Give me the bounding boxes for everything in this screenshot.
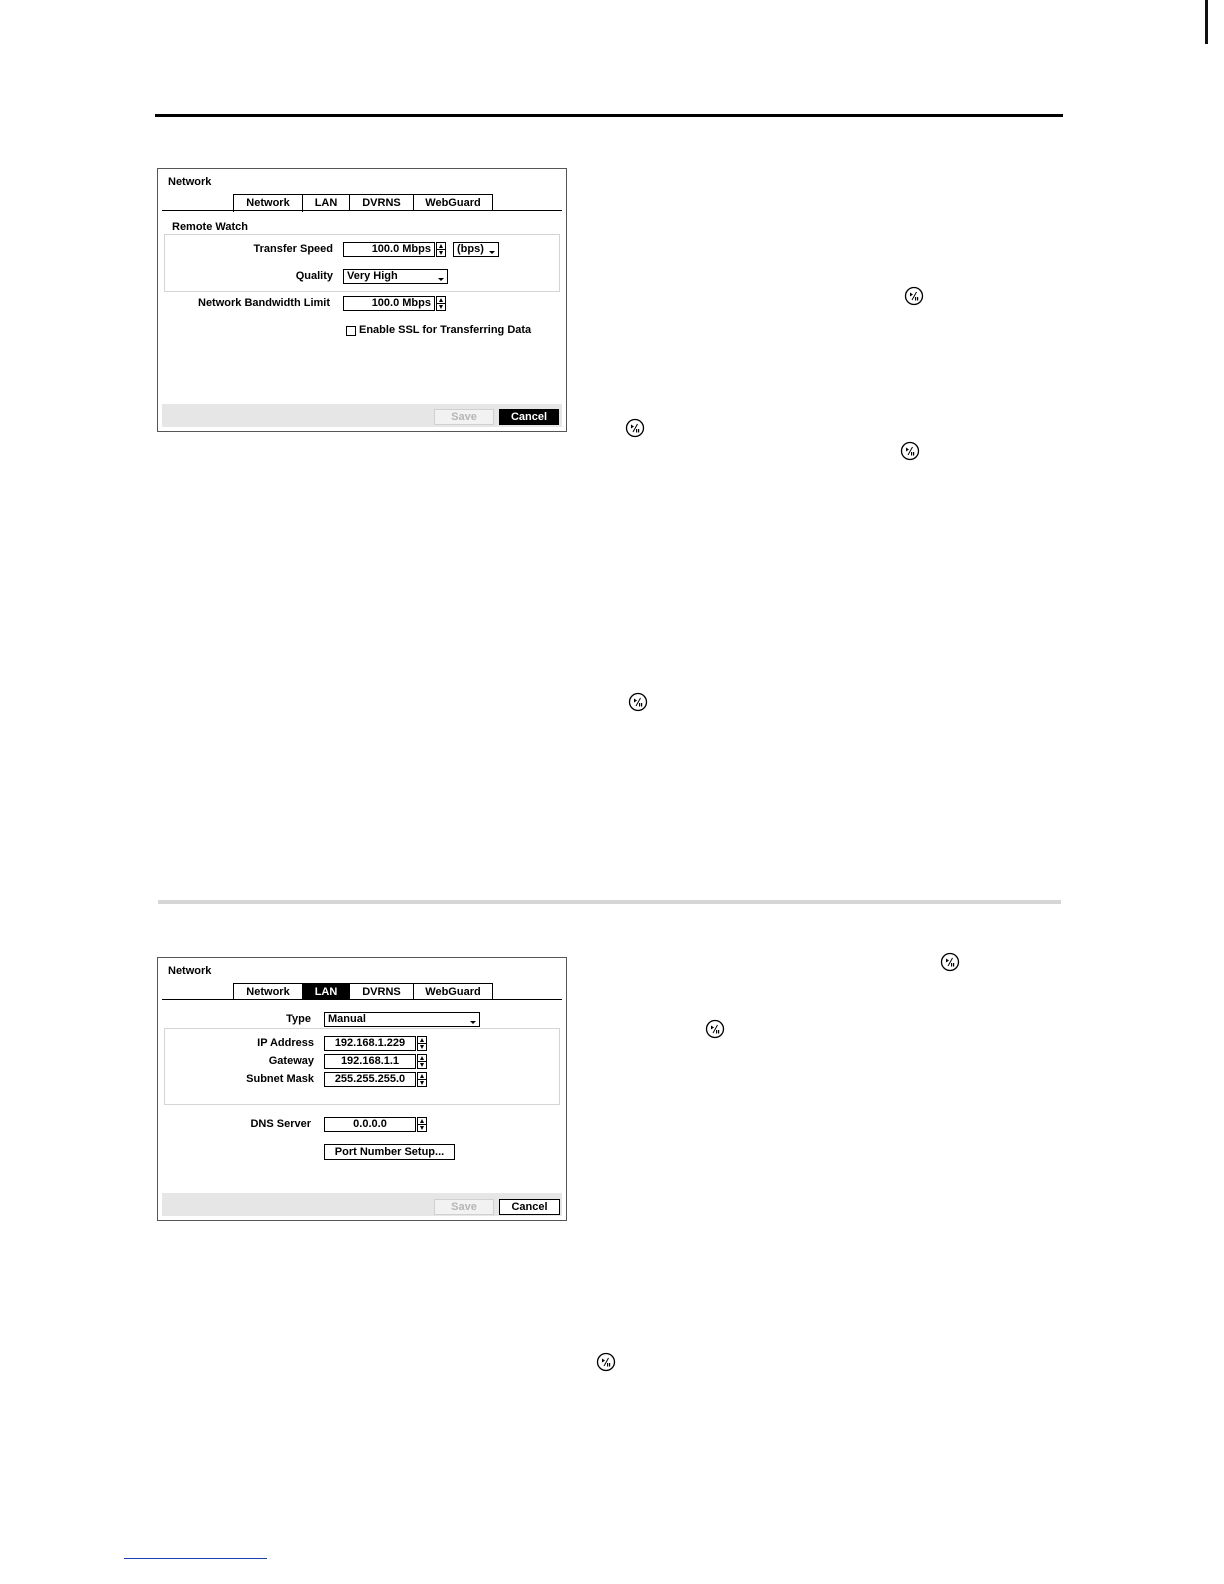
tab-dvrns[interactable]: DVRNS [349, 194, 414, 210]
type-label: Type [286, 1013, 311, 1025]
tab-lan[interactable]: LAN [302, 194, 350, 210]
transfer-speed-spinner[interactable] [436, 242, 446, 257]
dns-server-field[interactable]: 0.0.0.0 [324, 1117, 416, 1132]
ssl-checkbox-label: Enable SSL for Transferring Data [359, 324, 532, 336]
quality-dropdown[interactable] [343, 269, 448, 284]
bandwidth-limit-spinner[interactable] [436, 296, 446, 311]
play-pause-button-icon [900, 441, 920, 461]
type-dropdown[interactable] [324, 1012, 480, 1027]
dialog-title: Network [168, 965, 212, 977]
dns-server-spinner[interactable] [417, 1117, 427, 1132]
ip-address-label: IP Address [257, 1037, 314, 1049]
save-button[interactable]: Save [434, 1199, 494, 1215]
tab-underline [162, 210, 562, 211]
chevron-down-icon [470, 1021, 476, 1024]
play-pause-button-icon [705, 1019, 725, 1039]
header-rule [155, 114, 1063, 117]
dns-server-label: DNS Server [250, 1118, 311, 1130]
tab-network[interactable]: Network [233, 983, 303, 999]
footer-link-underline [124, 1558, 267, 1559]
ip-address-field[interactable]: 192.168.1.229 [324, 1036, 416, 1051]
subnet-mask-label: Subnet Mask [246, 1073, 314, 1085]
play-pause-button-icon [628, 692, 648, 712]
tab-bar [233, 983, 492, 1000]
bandwidth-limit-field[interactable]: 100.0 Mbps [343, 296, 435, 311]
tab-bar [233, 194, 492, 211]
gateway-label: Gateway [268, 1055, 314, 1067]
tab-dvrns[interactable]: DVRNS [349, 983, 414, 999]
transfer-speed-field[interactable]: 100.0 Mbps [343, 242, 435, 257]
gateway-field[interactable]: 192.168.1.1 [324, 1054, 416, 1069]
ssl-checkbox[interactable] [346, 326, 356, 336]
tab-underline [162, 999, 562, 1000]
dialog-title: Network [168, 176, 212, 188]
ip-address-spinner[interactable] [417, 1036, 427, 1051]
page-edge-mark [1205, 0, 1208, 44]
network-setup-dialog [157, 168, 567, 432]
tab-network[interactable]: Network [233, 194, 303, 212]
subnet-mask-spinner[interactable] [417, 1072, 427, 1087]
remote-watch-heading: Remote Watch [172, 221, 248, 233]
chevron-down-icon [438, 278, 444, 281]
transfer-speed-unit-dropdown[interactable] [453, 242, 499, 257]
play-pause-button-icon [940, 952, 960, 972]
play-pause-button-icon [904, 286, 924, 306]
play-pause-button-icon [596, 1352, 616, 1372]
tab-webguard[interactable]: WebGuard [413, 983, 493, 999]
tab-lan[interactable]: LAN [302, 983, 350, 999]
lan-setup-dialog [157, 957, 567, 1221]
quality-label: Quality [295, 270, 333, 282]
transfer-speed-unit-value: (bps) [457, 243, 484, 255]
tab-webguard[interactable]: WebGuard [413, 194, 493, 210]
quality-value: Very High [347, 270, 398, 282]
type-value: Manual [328, 1013, 366, 1025]
subnet-mask-field[interactable]: 255.255.255.0 [324, 1072, 416, 1087]
port-number-setup-button[interactable]: Port Number Setup... [324, 1144, 455, 1160]
chevron-down-icon [489, 251, 495, 254]
save-button[interactable]: Save [434, 409, 494, 425]
cancel-button[interactable]: Cancel [499, 409, 559, 425]
cancel-button[interactable]: Cancel [499, 1199, 560, 1215]
gateway-spinner[interactable] [417, 1054, 427, 1069]
bandwidth-limit-label: Network Bandwidth Limit [198, 297, 330, 309]
transfer-speed-label: Transfer Speed [253, 243, 333, 255]
section-divider [158, 900, 1061, 904]
play-pause-button-icon [625, 418, 645, 438]
